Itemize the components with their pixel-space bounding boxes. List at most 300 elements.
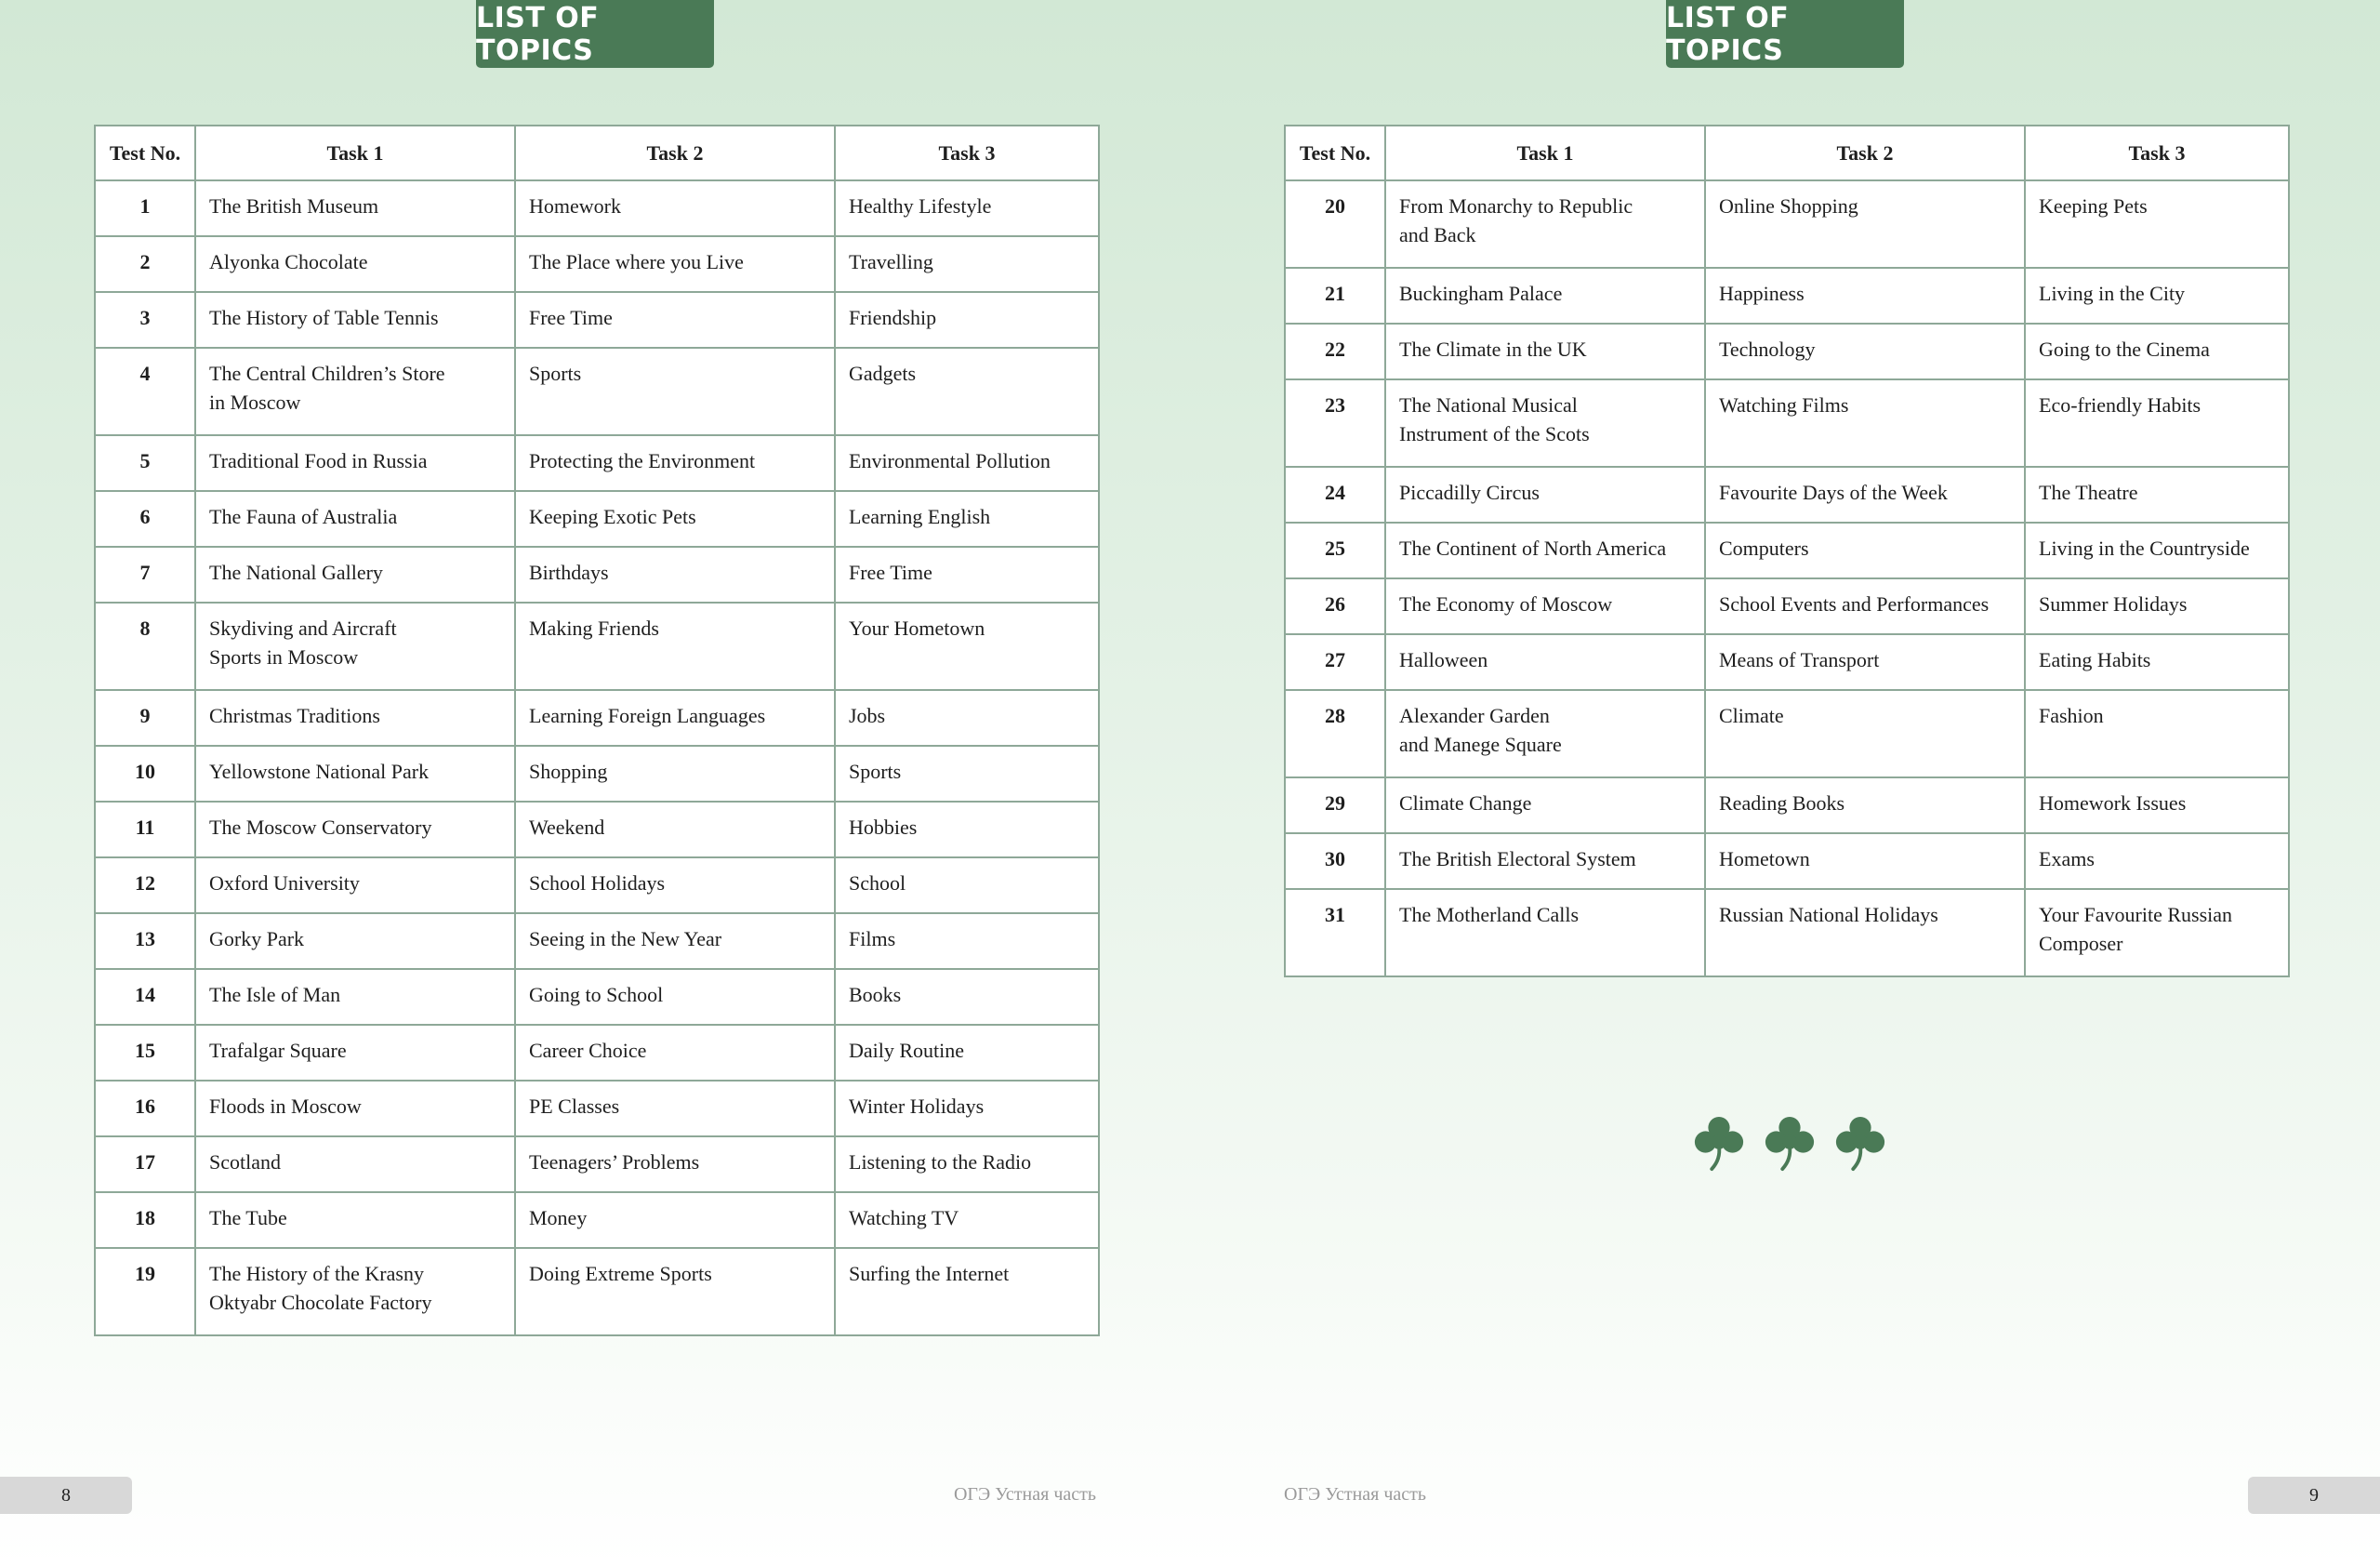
- test-number-cell: [95, 1025, 195, 1081]
- task-3-cell-text: Winter Holidays: [849, 1095, 985, 1118]
- task-2-cell-text: Money: [529, 1206, 588, 1229]
- task-3-cell: [835, 969, 1099, 1025]
- task-3-cell-text: Living in the Countryside: [2039, 537, 2250, 560]
- task-2-cell-text: Watching Films: [1719, 393, 1849, 417]
- task-2-cell-text: Reading Books: [1719, 791, 1845, 815]
- task-2-cell-text: Seeing in the New Year: [529, 927, 722, 950]
- test-number-cell-text: 5: [139, 449, 151, 472]
- task-1-cell: [1385, 268, 1705, 324]
- task-2-cell: [1705, 634, 2025, 690]
- task-3-cell: [835, 690, 1099, 746]
- test-number-cell: [95, 1192, 195, 1248]
- task-3-cell-text: Eating Habits: [2039, 648, 2151, 671]
- test-number-cell: [1285, 833, 1385, 889]
- task-1-cell: [1385, 523, 1705, 578]
- task-2-cell: [515, 348, 835, 435]
- task-3-cell: [2025, 324, 2289, 379]
- task-3-cell-text: Learning English: [849, 505, 991, 528]
- table-row: [95, 802, 1099, 857]
- test-number-cell-text: 11: [135, 816, 155, 839]
- table-row: [95, 857, 1099, 913]
- task-3-cell: [2025, 833, 2289, 889]
- column-header-task-2: Task 2: [1705, 126, 2025, 180]
- task-3-cell-text: Watching TV: [849, 1206, 959, 1229]
- test-number-cell: [1285, 634, 1385, 690]
- task-1-cell-text: Traditional Food in Russia: [209, 449, 428, 472]
- task-2-cell: [515, 236, 835, 292]
- test-number-cell: [95, 292, 195, 348]
- table-row: [95, 1192, 1099, 1248]
- table-row: [1285, 523, 2289, 578]
- task-2-cell: [1705, 268, 2025, 324]
- task-1-cell-text: Skydiving and Aircraft Sports in Moscow: [209, 617, 397, 669]
- column-header-task-3: Task 3: [835, 126, 1099, 180]
- task-1-cell: [195, 491, 515, 547]
- task-2-cell-text: Career Choice: [529, 1039, 647, 1062]
- task-3-cell: [835, 491, 1099, 547]
- test-number-cell-text: 24: [1325, 481, 1345, 504]
- task-2-cell-text: Keeping Exotic Pets: [529, 505, 696, 528]
- table-row: [95, 1081, 1099, 1136]
- task-1-cell-text: The British Electoral System: [1399, 847, 1636, 870]
- task-1-cell: [195, 180, 515, 236]
- test-number-cell-text: 23: [1325, 393, 1345, 417]
- task-2-cell: [515, 857, 835, 913]
- page-number-right: 9: [2248, 1477, 2380, 1514]
- task-1-cell-text: Alyonka Chocolate: [209, 250, 368, 273]
- task-2-cell: [515, 292, 835, 348]
- page-title-left: LIST OF TOPICS: [476, 0, 714, 68]
- task-1-cell: [195, 236, 515, 292]
- task-1-cell-text: Floods in Moscow: [209, 1095, 362, 1118]
- test-number-cell-text: 20: [1325, 194, 1345, 218]
- task-2-cell-text: Computers: [1719, 537, 1809, 560]
- test-number-cell: [95, 857, 195, 913]
- table-row: [95, 236, 1099, 292]
- task-1-cell-text: The Isle of Man: [209, 983, 341, 1006]
- test-number-cell-text: 9: [139, 704, 151, 727]
- task-1-cell: [1385, 777, 1705, 833]
- table-row: [95, 969, 1099, 1025]
- task-3-cell: [2025, 379, 2289, 467]
- task-1-cell-text: The Climate in the UK: [1399, 338, 1587, 361]
- test-number-cell-text: 15: [135, 1039, 155, 1062]
- page-number-left: 8: [0, 1477, 132, 1514]
- table-row: [1285, 324, 2289, 379]
- task-1-cell-text: Oxford University: [209, 871, 360, 895]
- task-3-cell-text: The Theatre: [2039, 481, 2138, 504]
- task-1-cell-text: Yellowstone National Park: [209, 760, 430, 783]
- task-3-cell-text: Gadgets: [849, 362, 917, 385]
- clover-icon: [1692, 1114, 1746, 1174]
- clover-decoration: [1692, 1114, 1887, 1174]
- test-number-cell-text: 10: [135, 760, 155, 783]
- task-1-cell: [195, 690, 515, 746]
- task-3-cell: [2025, 180, 2289, 268]
- task-1-cell: [1385, 578, 1705, 634]
- test-number-cell: [1285, 379, 1385, 467]
- task-1-cell: [195, 603, 515, 690]
- task-1-cell: [195, 435, 515, 491]
- task-1-cell-text: The History of Table Tennis: [209, 306, 439, 329]
- task-2-cell: [515, 913, 835, 969]
- test-number-cell: [95, 180, 195, 236]
- table-row: [95, 348, 1099, 435]
- task-2-cell: [1705, 324, 2025, 379]
- task-3-cell: [2025, 634, 2289, 690]
- footer-text-right: ОГЭ Устная часть: [1284, 1484, 1427, 1505]
- table-header-row: [95, 126, 1099, 180]
- task-2-cell-text: School Events and Performances: [1719, 592, 1990, 616]
- test-number-cell-text: 1: [139, 194, 151, 218]
- test-number-cell: [95, 690, 195, 746]
- test-number-cell-text: 6: [139, 505, 151, 528]
- column-header-test-no: Test No.: [95, 126, 195, 180]
- task-3-cell: [835, 802, 1099, 857]
- test-number-cell: [95, 802, 195, 857]
- table-row: [95, 180, 1099, 236]
- task-2-cell: [1705, 578, 2025, 634]
- task-1-cell: [1385, 634, 1705, 690]
- task-3-cell-text: Daily Routine: [849, 1039, 965, 1062]
- test-number-cell: [1285, 690, 1385, 777]
- task-3-cell-text: Exams: [2039, 847, 2095, 870]
- task-1-cell-text: Climate Change: [1399, 791, 1532, 815]
- test-number-cell: [1285, 777, 1385, 833]
- task-1-cell: [195, 857, 515, 913]
- test-number-cell-text: 14: [135, 983, 155, 1006]
- table-row: [95, 603, 1099, 690]
- page-title-right: LIST OF TOPICS: [1666, 0, 1904, 68]
- task-2-cell: [515, 1136, 835, 1192]
- task-2-cell-text: Birthdays: [529, 561, 609, 584]
- task-1-cell: [195, 292, 515, 348]
- table-row: [95, 292, 1099, 348]
- task-2-cell: [1705, 690, 2025, 777]
- task-3-cell-text: Keeping Pets: [2039, 194, 2148, 218]
- table-row: [95, 913, 1099, 969]
- task-2-cell: [1705, 467, 2025, 523]
- task-3-cell: [835, 1136, 1099, 1192]
- task-1-cell-text: Gorky Park: [209, 927, 305, 950]
- test-number-cell-text: 3: [139, 306, 151, 329]
- task-1-cell-text: Alexander Garden and Manege Square: [1399, 704, 1562, 756]
- test-number-cell: [95, 491, 195, 547]
- topics-table-right: [1284, 125, 2290, 977]
- test-number-cell-text: 19: [135, 1262, 155, 1285]
- task-2-cell-text: PE Classes: [529, 1095, 620, 1118]
- task-2-cell-text: Shopping: [529, 760, 608, 783]
- table-row: [1285, 634, 2289, 690]
- task-1-cell-text: From Monarchy to Republic and Back: [1399, 194, 1633, 246]
- task-3-cell-text: Sports: [849, 760, 902, 783]
- task-3-cell-text: Environmental Pollution: [849, 449, 1051, 472]
- test-number-cell: [95, 603, 195, 690]
- task-1-cell-text: The Economy of Moscow: [1399, 592, 1613, 616]
- test-number-cell-text: 16: [135, 1095, 155, 1118]
- table-row: [1285, 690, 2289, 777]
- task-2-cell-text: Protecting the Environment: [529, 449, 756, 472]
- test-number-cell: [95, 348, 195, 435]
- task-1-cell-text: The Fauna of Australia: [209, 505, 398, 528]
- test-number-cell-text: 28: [1325, 704, 1345, 727]
- task-3-cell-text: Free Time: [849, 561, 932, 584]
- task-2-cell-text: Technology: [1719, 338, 1816, 361]
- task-1-cell: [1385, 379, 1705, 467]
- task-3-cell-text: School: [849, 871, 906, 895]
- test-number-cell: [95, 1081, 195, 1136]
- task-2-cell-text: School Holidays: [529, 871, 666, 895]
- test-number-cell: [1285, 268, 1385, 324]
- task-1-cell: [195, 913, 515, 969]
- task-3-cell-text: Eco-friendly Habits: [2039, 393, 2202, 417]
- task-3-cell: [835, 1081, 1099, 1136]
- test-number-cell-text: 7: [139, 561, 151, 584]
- task-3-cell: [835, 348, 1099, 435]
- task-1-cell: [195, 1025, 515, 1081]
- test-number-cell: [95, 969, 195, 1025]
- task-1-cell: [195, 1081, 515, 1136]
- task-2-cell: [515, 491, 835, 547]
- task-2-cell-text: Favourite Days of the Week: [1719, 481, 1948, 504]
- task-3-cell: [2025, 777, 2289, 833]
- task-2-cell-text: Teenagers’ Problems: [529, 1150, 700, 1174]
- task-1-cell-text: The Moscow Conservatory: [209, 816, 432, 839]
- task-1-cell-text: The History of the Krasny Oktyabr Chocolate Factory: [209, 1262, 432, 1314]
- task-2-cell-text: Free Time: [529, 306, 613, 329]
- task-2-cell: [515, 1248, 835, 1335]
- task-2-cell: [515, 1081, 835, 1136]
- task-3-cell-text: Jobs: [849, 704, 886, 727]
- test-number-cell: [95, 435, 195, 491]
- footer-text-left: ОГЭ Устная часть: [953, 1484, 1096, 1505]
- table-row: [1285, 777, 2289, 833]
- task-1-cell-text: Piccadilly Circus: [1399, 481, 1540, 504]
- task-1-cell: [195, 1192, 515, 1248]
- test-number-cell: [95, 236, 195, 292]
- task-2-cell: [1705, 379, 2025, 467]
- task-2-cell-text: Doing Extreme Sports: [529, 1262, 712, 1285]
- task-3-cell: [835, 292, 1099, 348]
- test-number-cell-text: 13: [135, 927, 155, 950]
- task-1-cell: [1385, 889, 1705, 976]
- task-2-cell-text: Hometown: [1719, 847, 1810, 870]
- task-2-cell: [515, 969, 835, 1025]
- test-number-cell-text: 12: [135, 871, 155, 895]
- table-row: [95, 690, 1099, 746]
- task-2-cell: [1705, 180, 2025, 268]
- task-2-cell: [1705, 523, 2025, 578]
- task-3-cell: [2025, 467, 2289, 523]
- task-2-cell-text: Means of Transport: [1719, 648, 1880, 671]
- column-header-task-1: Task 1: [1385, 126, 1705, 180]
- test-number-cell-text: 2: [139, 250, 151, 273]
- task-1-cell: [195, 746, 515, 802]
- test-number-cell: [1285, 523, 1385, 578]
- table-row: [1285, 180, 2289, 268]
- task-3-cell: [835, 857, 1099, 913]
- test-number-cell: [95, 1136, 195, 1192]
- task-1-cell-text: The Tube: [209, 1206, 287, 1229]
- task-3-cell-text: Going to the Cinema: [2039, 338, 2210, 361]
- task-1-cell: [195, 1136, 515, 1192]
- test-number-cell-text: 8: [139, 617, 151, 640]
- task-2-cell-text: Happiness: [1719, 282, 1805, 305]
- table-row: [95, 435, 1099, 491]
- task-2-cell: [1705, 889, 2025, 976]
- task-1-cell-text: The National Musical Instrument of the Scots: [1399, 393, 1590, 445]
- task-1-cell-text: The Continent of North America: [1399, 537, 1667, 560]
- task-3-cell-text: Living in the City: [2039, 282, 2186, 305]
- column-header-task-1: Task 1: [195, 126, 515, 180]
- task-1-cell: [1385, 690, 1705, 777]
- task-3-cell: [2025, 889, 2289, 976]
- task-1-cell-text: The Motherland Calls: [1399, 903, 1580, 926]
- task-1-cell-text: The National Gallery: [209, 561, 383, 584]
- test-number-cell-text: 4: [139, 362, 151, 385]
- clover-icon: [1763, 1114, 1817, 1174]
- clover-icon: [1833, 1114, 1887, 1174]
- task-1-cell: [1385, 833, 1705, 889]
- task-2-cell-text: Sports: [529, 362, 582, 385]
- task-1-cell-text: Christmas Traditions: [209, 704, 380, 727]
- test-number-cell-text: 18: [135, 1206, 155, 1229]
- task-3-cell-text: Summer Holidays: [2039, 592, 2188, 616]
- test-number-cell-text: 25: [1325, 537, 1345, 560]
- test-number-cell: [1285, 180, 1385, 268]
- table-header-row: [1285, 126, 2289, 180]
- task-2-cell: [515, 603, 835, 690]
- task-3-cell: [835, 236, 1099, 292]
- task-1-cell-text: Halloween: [1399, 648, 1488, 671]
- task-3-cell-text: Friendship: [849, 306, 937, 329]
- task-2-cell: [1705, 833, 2025, 889]
- task-2-cell: [515, 802, 835, 857]
- task-1-cell: [1385, 467, 1705, 523]
- task-2-cell-text: The Place where you Live: [529, 250, 744, 273]
- task-3-cell-text: Books: [849, 983, 902, 1006]
- test-number-cell: [1285, 889, 1385, 976]
- task-1-cell: [195, 348, 515, 435]
- table-row: [1285, 578, 2289, 634]
- task-3-cell-text: Hobbies: [849, 816, 918, 839]
- test-number-cell: [95, 547, 195, 603]
- table-row: [95, 547, 1099, 603]
- task-3-cell: [835, 180, 1099, 236]
- task-3-cell: [2025, 268, 2289, 324]
- task-3-cell: [835, 1192, 1099, 1248]
- task-2-cell: [515, 435, 835, 491]
- task-3-cell-text: Your Favourite Russian Composer: [2039, 903, 2233, 955]
- task-3-cell-text: Films: [849, 927, 896, 950]
- task-2-cell-text: Russian National Holidays: [1719, 903, 1938, 926]
- test-number-cell: [95, 1248, 195, 1335]
- table-row: [95, 1025, 1099, 1081]
- task-3-cell-text: Healthy Lifestyle: [849, 194, 992, 218]
- column-header-test-no: Test No.: [1285, 126, 1385, 180]
- task-1-cell-text: Scotland: [209, 1150, 281, 1174]
- test-number-cell: [95, 746, 195, 802]
- task-1-cell: [1385, 180, 1705, 268]
- task-2-cell: [515, 690, 835, 746]
- task-3-cell: [835, 435, 1099, 491]
- task-3-cell-text: Listening to the Radio: [849, 1150, 1032, 1174]
- test-number-cell-text: 26: [1325, 592, 1345, 616]
- task-3-cell: [2025, 523, 2289, 578]
- task-3-cell-text: Homework Issues: [2039, 791, 2187, 815]
- table-row: [95, 1136, 1099, 1192]
- task-2-cell: [1705, 777, 2025, 833]
- column-header-task-2: Task 2: [515, 126, 835, 180]
- task-2-cell: [515, 547, 835, 603]
- task-2-cell-text: Homework: [529, 194, 621, 218]
- task-2-cell-text: Climate: [1719, 704, 1784, 727]
- task-3-cell: [835, 1025, 1099, 1081]
- task-2-cell-text: Online Shopping: [1719, 194, 1858, 218]
- task-3-cell-text: Fashion: [2039, 704, 2104, 727]
- task-1-cell-text: The Central Children’s Store in Moscow: [209, 362, 445, 414]
- task-3-cell: [835, 913, 1099, 969]
- table-row: [95, 491, 1099, 547]
- task-3-cell: [2025, 690, 2289, 777]
- task-2-cell: [515, 1025, 835, 1081]
- task-3-cell: [835, 1248, 1099, 1335]
- table-row: [1285, 833, 2289, 889]
- table-row: [95, 1248, 1099, 1335]
- task-3-cell: [835, 746, 1099, 802]
- task-2-cell-text: Going to School: [529, 983, 664, 1006]
- table-row: [1285, 467, 2289, 523]
- test-number-cell: [1285, 467, 1385, 523]
- table-row: [1285, 379, 2289, 467]
- task-3-cell-text: Travelling: [849, 250, 933, 273]
- task-1-cell: [1385, 324, 1705, 379]
- task-2-cell-text: Weekend: [529, 816, 605, 839]
- task-1-cell-text: Buckingham Palace: [1399, 282, 1563, 305]
- test-number-cell: [1285, 324, 1385, 379]
- test-number-cell: [1285, 578, 1385, 634]
- task-3-cell: [835, 547, 1099, 603]
- task-2-cell: [515, 1192, 835, 1248]
- table-row: [1285, 268, 2289, 324]
- test-number-cell-text: 27: [1325, 648, 1345, 671]
- task-1-cell-text: Trafalgar Square: [209, 1039, 347, 1062]
- test-number-cell-text: 30: [1325, 847, 1345, 870]
- test-number-cell-text: 31: [1325, 903, 1345, 926]
- task-2-cell: [515, 180, 835, 236]
- test-number-cell-text: 21: [1325, 282, 1345, 305]
- task-1-cell: [195, 1248, 515, 1335]
- test-number-cell-text: 29: [1325, 791, 1345, 815]
- task-3-cell-text: Your Hometown: [849, 617, 985, 640]
- task-3-cell: [835, 603, 1099, 690]
- task-2-cell-text: Making Friends: [529, 617, 659, 640]
- table-row: [95, 746, 1099, 802]
- task-2-cell: [515, 746, 835, 802]
- task-2-cell-text: Learning Foreign Languages: [529, 704, 766, 727]
- task-1-cell: [195, 547, 515, 603]
- test-number-cell-text: 22: [1325, 338, 1345, 361]
- test-number-cell-text: 17: [135, 1150, 155, 1174]
- task-1-cell: [195, 969, 515, 1025]
- column-header-task-3: Task 3: [2025, 126, 2289, 180]
- task-3-cell-text: Surfing the Internet: [849, 1262, 1010, 1285]
- test-number-cell: [95, 913, 195, 969]
- table-row: [1285, 889, 2289, 976]
- topics-table-left: [94, 125, 1100, 1336]
- task-1-cell-text: The British Museum: [209, 194, 379, 218]
- task-3-cell: [2025, 578, 2289, 634]
